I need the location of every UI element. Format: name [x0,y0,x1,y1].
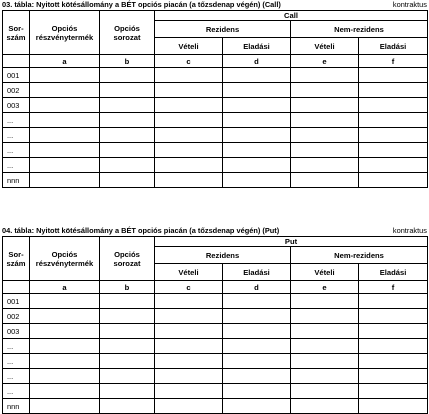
data-cell[interactable] [291,384,359,399]
data-cell[interactable] [291,68,359,83]
data-cell[interactable] [30,98,100,113]
data-table [2,236,428,414]
col-header-series: Opciós sorozat [100,237,155,281]
col-header-rownum: Sor- szám [3,237,30,281]
data-cell[interactable] [155,158,223,173]
data-cell[interactable] [223,369,291,384]
data-cell[interactable] [155,143,223,158]
table-row [3,173,428,188]
row-number: 001 [3,68,30,83]
table-title-row [2,226,427,236]
data-cell[interactable] [291,399,359,414]
row-number: ... [3,143,30,158]
data-cell[interactable] [100,339,155,354]
table-row [3,384,428,399]
col-header-sell: Eladási [359,264,428,281]
data-cell[interactable] [30,309,100,324]
col-header-nonresident: Nem-rezidens [291,21,428,38]
data-cell[interactable] [30,83,100,98]
table-row [3,339,428,354]
data-cell[interactable] [291,128,359,143]
row-number: ... [3,113,30,128]
row-number: ... [3,339,30,354]
col-header-product: Opciós részvénytermék [30,11,100,55]
col-header-buy: Vételi [155,38,223,55]
col-header-rownum: Sor- szám [3,11,30,55]
table-body [3,294,428,414]
data-table [2,10,428,188]
data-cell[interactable] [100,309,155,324]
col-header-product: Opciós részvénytermék [30,237,100,281]
table-row [3,309,428,324]
table-row [3,98,428,113]
row-number: ... [3,384,30,399]
table-row [3,143,428,158]
group-header: Put [155,237,428,247]
data-cell[interactable] [155,369,223,384]
unit-label: kontraktus [392,0,427,9]
data-cell[interactable] [223,384,291,399]
data-cell[interactable] [291,339,359,354]
data-cell[interactable] [359,294,428,309]
data-cell[interactable] [30,143,100,158]
data-cell[interactable] [155,339,223,354]
col-header-resident: Rezidens [155,21,291,38]
data-cell[interactable] [291,173,359,188]
table-row [3,128,428,143]
data-cell[interactable] [359,369,428,384]
data-cell[interactable] [291,143,359,158]
data-cell[interactable] [155,354,223,369]
data-cell[interactable] [155,173,223,188]
data-cell[interactable] [155,294,223,309]
table-body [3,68,428,188]
letter-cell: b [100,55,155,68]
data-cell[interactable] [359,384,428,399]
row-number: ... [3,158,30,173]
table-section-put [2,226,427,414]
row-number: nnn [3,399,30,414]
data-cell[interactable] [100,83,155,98]
data-cell[interactable] [223,309,291,324]
table-row [3,294,428,309]
data-cell[interactable] [30,324,100,339]
group-header: Call [155,11,428,21]
data-cell[interactable] [359,158,428,173]
table-section-call [2,0,427,188]
data-cell[interactable] [100,294,155,309]
data-cell[interactable] [223,158,291,173]
data-cell[interactable] [223,294,291,309]
data-cell[interactable] [155,384,223,399]
data-cell[interactable] [100,384,155,399]
col-header-sell: Eladási [223,38,291,55]
row-number: 002 [3,83,30,98]
letter-cell: c [155,55,223,68]
table-row [3,83,428,98]
col-header-series: Opciós sorozat [100,11,155,55]
letter-cell: a [30,55,100,68]
col-header-buy: Vételi [155,264,223,281]
table-row [3,68,428,83]
data-cell[interactable] [223,354,291,369]
table-row [3,354,428,369]
col-header-resident: Rezidens [155,247,291,264]
table-title: 04. tábla: Nyitott kötésállomány a BÉT opciós piacán (a tőzsdenap végén) (Put) [2,226,280,235]
data-cell[interactable] [100,324,155,339]
data-cell[interactable] [291,158,359,173]
data-cell[interactable] [100,173,155,188]
col-header-sell: Eladási [359,38,428,55]
data-cell[interactable] [155,98,223,113]
row-number: 003 [3,98,30,113]
letter-cell: b [100,281,155,294]
letter-row [3,281,428,294]
data-cell[interactable] [100,143,155,158]
data-cell[interactable] [155,309,223,324]
data-cell[interactable] [291,113,359,128]
data-cell[interactable] [155,83,223,98]
data-cell[interactable] [359,309,428,324]
data-cell[interactable] [359,339,428,354]
data-cell[interactable] [291,369,359,384]
data-cell[interactable] [30,339,100,354]
data-cell[interactable] [359,173,428,188]
data-cell[interactable] [100,113,155,128]
table-row [3,113,428,128]
letter-cell-empty [3,55,30,68]
data-cell[interactable] [155,399,223,414]
data-cell[interactable] [291,294,359,309]
data-cell[interactable] [359,143,428,158]
table-row [3,399,428,414]
data-cell[interactable] [359,98,428,113]
data-cell[interactable] [30,354,100,369]
row-number: nnn [3,173,30,188]
letter-cell: c [155,281,223,294]
data-cell[interactable] [223,68,291,83]
col-header-buy: Vételi [291,264,359,281]
data-cell[interactable] [359,83,428,98]
row-number: 002 [3,309,30,324]
data-cell[interactable] [359,354,428,369]
col-header-nonresident: Nem-rezidens [291,247,428,264]
data-cell[interactable] [155,113,223,128]
data-cell[interactable] [100,98,155,113]
data-cell[interactable] [223,98,291,113]
table-title: 03. tábla: Nyitott kötésállomány a BÉT opciós piacán (a tőzsdenap végén) (Call) [2,0,281,9]
data-cell[interactable] [155,128,223,143]
data-cell[interactable] [223,173,291,188]
data-cell[interactable] [223,339,291,354]
data-cell[interactable] [155,324,223,339]
data-cell[interactable] [30,399,100,414]
letter-cell: d [223,281,291,294]
data-cell[interactable] [359,324,428,339]
data-cell[interactable] [291,98,359,113]
data-cell[interactable] [100,158,155,173]
letter-cell: a [30,281,100,294]
row-number: ... [3,354,30,369]
table-row [3,324,428,339]
data-cell[interactable] [100,354,155,369]
data-cell[interactable] [223,324,291,339]
col-header-sell: Eladási [223,264,291,281]
letter-row [3,55,428,68]
row-number: ... [3,128,30,143]
data-cell[interactable] [359,68,428,83]
data-cell[interactable] [223,143,291,158]
data-cell[interactable] [291,354,359,369]
row-number: ... [3,369,30,384]
letter-cell: f [359,55,428,68]
letter-cell-empty [3,281,30,294]
data-cell[interactable] [223,113,291,128]
letter-cell: d [223,55,291,68]
data-cell[interactable] [30,294,100,309]
data-cell[interactable] [155,68,223,83]
data-cell[interactable] [359,128,428,143]
data-cell[interactable] [30,128,100,143]
table-row [3,158,428,173]
unit-label: kontraktus [392,226,427,235]
data-cell[interactable] [30,68,100,83]
data-cell[interactable] [30,173,100,188]
data-cell[interactable] [100,399,155,414]
data-cell[interactable] [100,369,155,384]
data-cell[interactable] [223,399,291,414]
letter-cell: e [291,55,359,68]
data-cell[interactable] [359,399,428,414]
data-cell[interactable] [359,113,428,128]
data-cell[interactable] [100,68,155,83]
data-cell[interactable] [30,369,100,384]
table-row [3,369,428,384]
letter-cell: f [359,281,428,294]
data-cell[interactable] [30,158,100,173]
data-cell[interactable] [291,324,359,339]
data-cell[interactable] [223,128,291,143]
col-header-buy: Vételi [291,38,359,55]
data-cell[interactable] [291,83,359,98]
table-title-row [2,0,427,10]
data-cell[interactable] [30,384,100,399]
data-cell[interactable] [100,128,155,143]
data-cell[interactable] [291,309,359,324]
data-cell[interactable] [30,113,100,128]
data-cell[interactable] [223,83,291,98]
letter-cell: e [291,281,359,294]
row-number: 003 [3,324,30,339]
row-number: 001 [3,294,30,309]
